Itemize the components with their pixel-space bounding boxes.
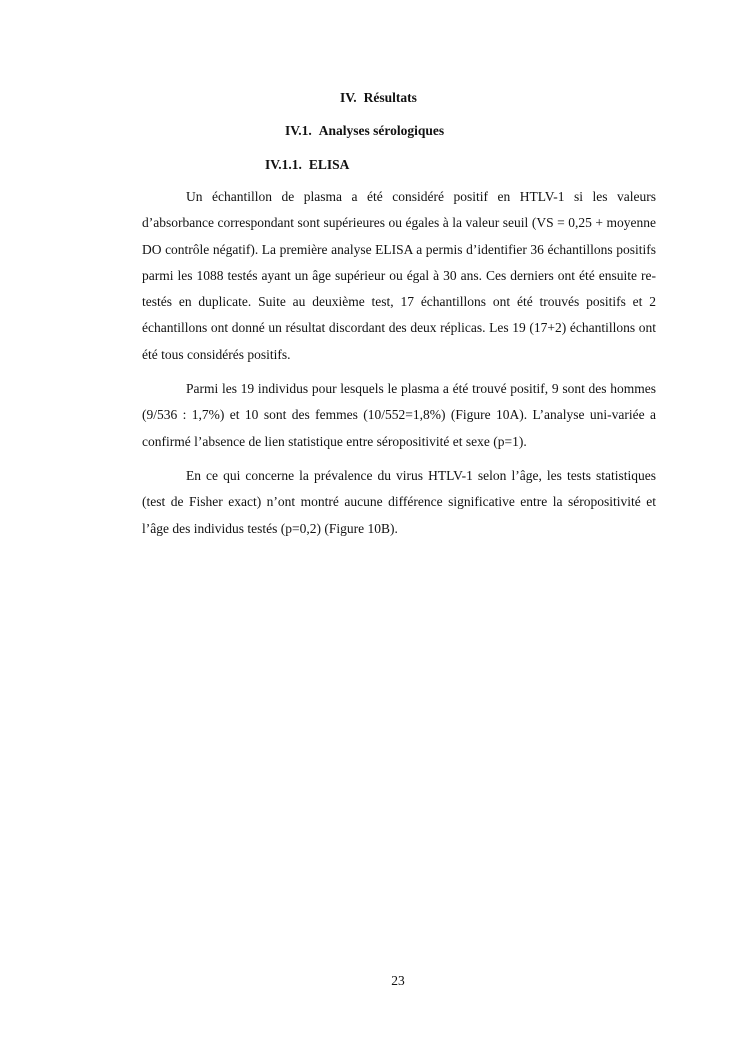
paragraph-elisa-method: Un échantillon de plasma a été considéré positif en HTLV-1 si les valeurs d’absorbance correspondant sont supérieures ou égales à la valeur seuil (VS = 0,25 + moyenne DO contrôle négatif). La première analyse ELISA a permis d’identifier 36 échantillons positifs parmi les 1088 testés ayant un âge supérieur ou égal à 30 ans. Ces derniers ont été ensuite re-testés en duplicate. Suite au deuxième test, 17 échantillons ont été trouvés positifs et 2 échantillons ont donné un résultat discordant des deux réplicas. Les 19 (17+2) échantillons ont été tous considérés positifs. [142,189,656,362]
subsubsection-heading [265,157,349,173]
paragraph-sex-results: Parmi les 19 individus pour lesquels le plasma a été trouvé positif, 9 sont des hommes (9/536 : 1,7%) et 10 sont des femmes (10/552=1,8%) (Figure 10A). L’analyse uni-variée a confirmé l’absence de lien statistique entre séropositivité et sexe (p=1). [142,381,656,449]
subsection-number: IV.1. [285,123,312,138]
subsubsection-title: ELISA [308,157,350,172]
section-number: IV. [340,90,357,105]
body-text [142,184,656,550]
subsection-title: Analyses sérologiques [318,123,445,138]
paragraph-age-results: En ce qui concerne la prévalence du virus HTLV-1 selon l’âge, les tests statistiques (test de Fisher exact) n’ont montré aucune différence significative entre la séropositivité et l’âge des individus testés (p=0,2) (Figure 10B). [142,467,656,536]
section-title: Résultats [363,90,417,105]
page-number: 23 [391,973,405,988]
section-heading [340,90,417,106]
subsection-heading [285,123,444,139]
subsubsection-number: IV.1.1. [265,157,302,172]
